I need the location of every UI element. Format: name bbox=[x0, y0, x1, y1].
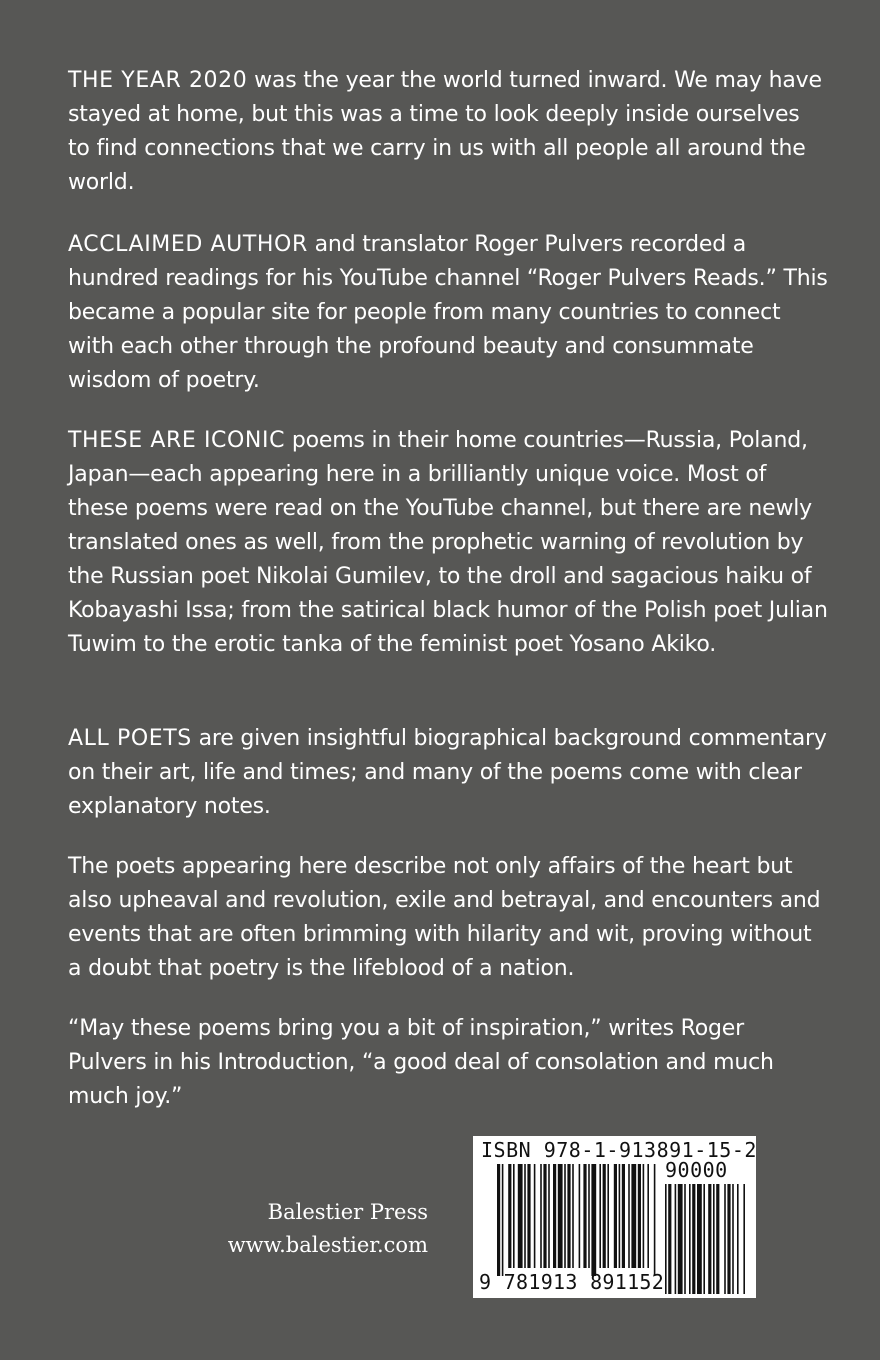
barcode-addon-bar bbox=[737, 1184, 739, 1294]
paragraph-all-poets bbox=[68, 722, 828, 824]
barcode-addon-bar bbox=[708, 1184, 711, 1294]
barcode-addon-bar bbox=[668, 1184, 671, 1294]
publisher-info bbox=[228, 1196, 428, 1262]
barcode-addon-bar bbox=[692, 1184, 695, 1294]
barcode-addon-bar bbox=[727, 1184, 730, 1294]
barcode-addon-bar bbox=[713, 1184, 715, 1294]
barcode-bar bbox=[579, 1164, 581, 1268]
barcode-bar bbox=[619, 1164, 621, 1268]
barcode-bar bbox=[631, 1164, 636, 1268]
barcode-addon-bar bbox=[684, 1184, 686, 1294]
barcode-addon-bar bbox=[678, 1184, 683, 1294]
barcode-bar bbox=[583, 1164, 586, 1268]
barcode-bar bbox=[564, 1164, 566, 1268]
barcode-bar bbox=[588, 1164, 590, 1268]
barcode-bar bbox=[540, 1164, 542, 1268]
barcode-bar bbox=[548, 1164, 550, 1268]
paragraph-poets-appearing bbox=[68, 850, 828, 986]
barcode-bar bbox=[534, 1164, 536, 1268]
barcode-addon-bar bbox=[689, 1184, 691, 1294]
barcode-addon-bar bbox=[697, 1184, 702, 1294]
publisher-name: Balestier Press bbox=[267, 1200, 428, 1224]
barcode-bar bbox=[553, 1164, 556, 1268]
barcode-addon-bar bbox=[732, 1184, 734, 1294]
barcode-bar bbox=[508, 1164, 511, 1268]
barcode-bar bbox=[543, 1164, 546, 1268]
ean-number: 9 781913 891152 bbox=[479, 1270, 665, 1294]
barcode-bar bbox=[591, 1164, 596, 1276]
barcode-bar bbox=[518, 1164, 523, 1268]
barcode-bar bbox=[628, 1164, 630, 1268]
paragraph-quote bbox=[68, 1012, 828, 1114]
isbn-barcode bbox=[473, 1136, 756, 1298]
price-code: 90000 bbox=[665, 1158, 728, 1182]
paragraph-lead: THESE ARE ICONIC bbox=[68, 428, 286, 453]
barcode-bar bbox=[643, 1164, 645, 1268]
isbn-label: ISBN 978-1-913891-15-2 bbox=[481, 1138, 757, 1162]
barcode-bar bbox=[638, 1164, 641, 1268]
barcode-bar bbox=[527, 1164, 530, 1268]
barcode-bar bbox=[567, 1164, 570, 1268]
barcode-bar bbox=[497, 1164, 500, 1276]
barcode-addon-bar bbox=[703, 1184, 705, 1294]
paragraph-text: poems in their home countries—Russia, Poland, Japan—each appearing here in a brilliantly unique voice. Most of these poems were read on the YouTube channel, but there are newly translated ones as well, from the prophetic warning of revolution by the Russian poet Nikolai Gumilev, to the droll and sagacious haiku of Kobayashi Issa; from the satirical black humor of the Polish poet Julian Tuwim to the erotic tanka of the feminist poet Yosano Akiko. bbox=[68, 428, 828, 657]
barcode-addon-bar bbox=[724, 1184, 726, 1294]
barcode-addon-bar bbox=[675, 1184, 677, 1294]
barcode-bar bbox=[513, 1164, 515, 1268]
paragraph-text: “May these poems bring you a bit of inspiration,” writes Roger Pulvers in his Introduction, “a good deal of consolation and much much joy.” bbox=[68, 1016, 774, 1109]
barcode-bar bbox=[524, 1164, 526, 1268]
barcode-bar bbox=[558, 1164, 563, 1268]
paragraph-lead: ALL POETS bbox=[68, 726, 192, 751]
barcode-addon-bar bbox=[743, 1184, 745, 1294]
barcode-bar bbox=[614, 1164, 617, 1268]
barcode-bar bbox=[599, 1164, 601, 1268]
paragraph-year-2020 bbox=[68, 64, 828, 200]
paragraph-iconic-poems bbox=[68, 424, 828, 662]
barcode-bar bbox=[607, 1164, 609, 1268]
publisher-website: www.balestier.com bbox=[227, 1233, 428, 1257]
barcode-bar bbox=[502, 1164, 504, 1276]
barcode-bar bbox=[572, 1164, 574, 1268]
paragraph-lead: THE YEAR 2020 bbox=[68, 68, 248, 93]
paragraph-text: was the year the world turned inward. We may have stayed at home, but this was a time to look deeply inside ourselves to find connections that we carry in us with all people all around the world. bbox=[68, 68, 822, 195]
barcode-bar bbox=[603, 1164, 606, 1268]
paragraph-text: The poets appearing here describe not only affairs of the heart but also upheaval and revolution, exile and betrayal, and encounters and events that are often brimming with hilarity and wit, proving without a doubt that poetry is the lifeblood of a nation. bbox=[68, 854, 821, 981]
paragraph-text: are given insightful biographical background commentary on their art, life and times; and many of the poems come with clear explanatory notes. bbox=[68, 726, 827, 819]
barcode-bar bbox=[647, 1164, 649, 1268]
barcode-addon-bar bbox=[665, 1184, 667, 1294]
barcode-bar bbox=[654, 1164, 656, 1276]
paragraph-lead: ACCLAIMED AUTHOR bbox=[68, 232, 308, 257]
paragraph-acclaimed-author bbox=[68, 228, 828, 398]
paragraph-text: and translator Roger Pulvers recorded a hundred readings for his YouTube channel “Roger Pulvers Reads.” This became a popular site for people from many countries to connect with each other through the profound beauty and consummate wisdom of poetry. bbox=[68, 232, 828, 393]
barcode-addon-bar bbox=[716, 1184, 719, 1294]
barcode-bar bbox=[622, 1164, 625, 1268]
